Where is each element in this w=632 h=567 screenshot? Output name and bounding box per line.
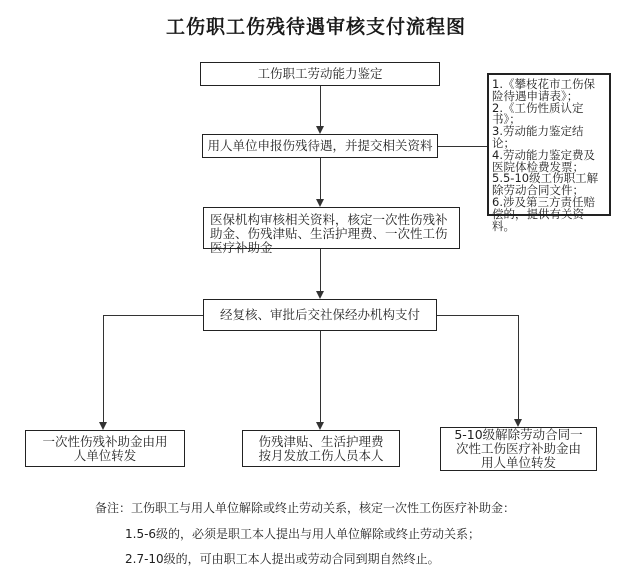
connector-line	[103, 315, 203, 316]
arrow-head-down-icon	[99, 422, 107, 430]
page-title: 工伤职工伤残待遇审核支付流程图	[165, 16, 466, 38]
connector-line	[518, 315, 519, 420]
arrow-head-down-icon	[316, 422, 324, 430]
flow-box-employer-declare: 用人单位申报伤残待遇，并提交相关资料	[202, 134, 438, 158]
materials-item: 3.劳动能力鉴定结论；	[492, 124, 584, 150]
flow-box-bottom-left: 一次性伤残补助金由用人单位转发	[25, 430, 185, 467]
note-line-1: 备注：工伤职工与用人单位解除或终止劳动关系，核定一次性工伤医疗补助金：	[95, 501, 516, 515]
flow-box-bottom-right: 5-10级解除劳动合同一次性工伤医疗补助金由用人单位转发	[440, 427, 597, 471]
materials-item: 4.劳动能力鉴定费及医院体检费发票；	[492, 147, 595, 174]
materials-list-box	[487, 73, 611, 233]
flow-box-bottom-middle: 伤残津贴、生活护理费按月发放工伤人员本人	[242, 430, 400, 467]
flow-box-approve-pay: 经复核、审批后交社保经办机构支付	[203, 299, 437, 331]
arrow-head-down-icon	[316, 291, 324, 299]
materials-item: 5.5-10级工伤职工解除劳动合同文件；	[492, 171, 599, 198]
materials-item: 1.《攀枝花市工伤保险待遇申请表》；	[492, 77, 595, 103]
arrow-head-down-icon	[514, 419, 522, 427]
materials-item: 6.涉及第三方责任赔偿的，提供有关资料。	[492, 194, 595, 233]
flow-box-review: 医保机构审核相关资料，核定一次性伤残补助金、伤残津贴、生活护理费、一次性工伤医疗补助金	[203, 207, 460, 249]
connector-line	[320, 249, 321, 292]
connector-line	[103, 315, 104, 423]
note-line-2: 1.5-6级的，必须是职工本人提出与用人单位解除或终止劳动关系；	[125, 527, 481, 541]
materials-item: 2.《工伤性质认定书》；	[492, 100, 584, 127]
arrow-head-down-icon	[316, 199, 324, 207]
connector-line	[320, 86, 321, 127]
connector-line	[438, 146, 487, 147]
arrow-head-down-icon	[316, 126, 324, 134]
connector-line	[437, 315, 518, 316]
connector-line	[320, 158, 321, 200]
connector-line	[320, 331, 321, 423]
flow-box-appraisal: 工伤职工劳动能力鉴定	[200, 62, 440, 86]
note-line-3: 2.7-10级的，可由职工本人提出或劳动合同到期自然终止。	[125, 552, 440, 566]
